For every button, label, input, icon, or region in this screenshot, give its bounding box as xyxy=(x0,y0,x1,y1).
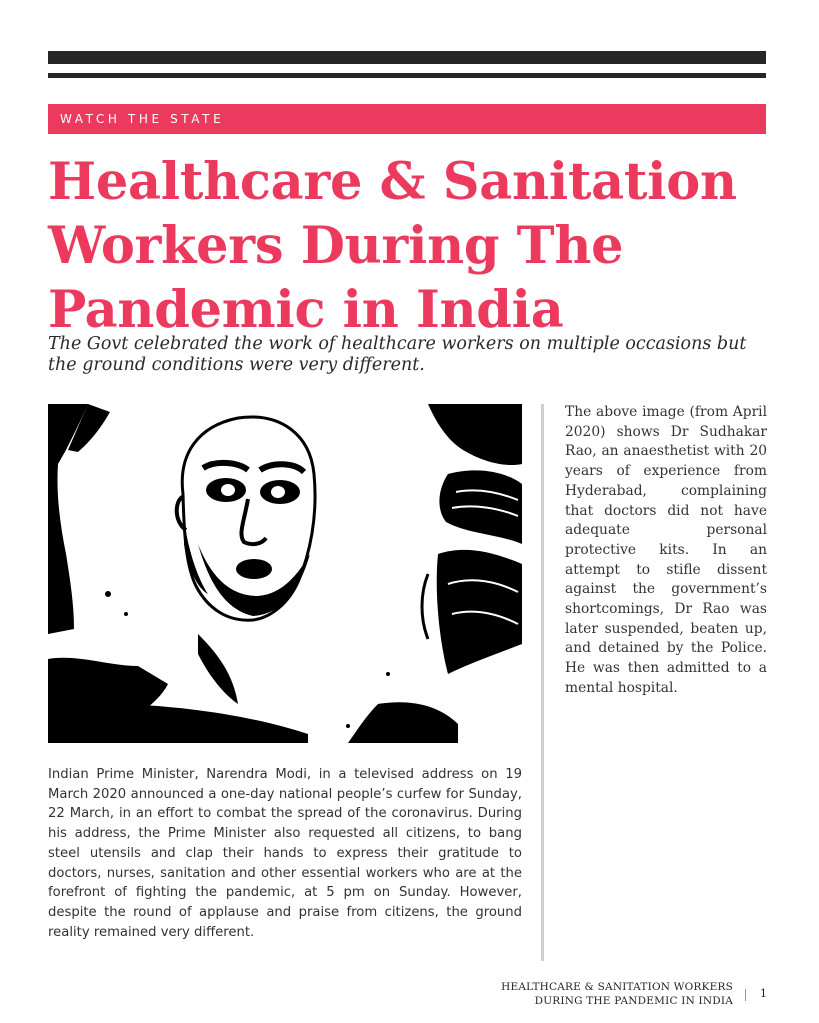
article-body: Indian Prime Minister, Narendra Modi, in a televised address on 19 March 2020 announced a one-day national people’s curfew for Sunday, 22 March, in an effort to combat the spread of the coronavirus. During his address, the Prime Minister also requested all citizens, to bang steel utensils and clap their hands to express their gratitude to doctors, nurses, sanitation and other essential workers who are at the forefront of fighting the pandemic, at 5 pm on Sunday. However, despite the round of applause and praise from citizens, the ground reality remained very different. xyxy=(48,767,522,940)
article-title: Healthcare & Sanitation Workers During The Pandemic in India xyxy=(48,152,737,340)
footer-title-line-2: DURING THE PANDEMIC IN INDIA xyxy=(534,995,733,1007)
footer-separator xyxy=(745,989,746,1001)
article-photo xyxy=(48,404,522,743)
page-number: 1 xyxy=(760,987,767,1000)
footer-title-line-1: HEALTHCARE & SANITATION WORKERS xyxy=(501,981,733,993)
photo-caption-sidebar: The above image (from April 2020) shows Dr Sudhakar Rao, an anaesthetist with 20 years of experience from Hyderabad, complaining that doctors did not have adequate personal protective kits. In an attempt to stifle dissent against the government’s shortcomings, Dr Rao was later suspended, beaten up, and detained by the Police. He was then admitted to a mental hospital. xyxy=(565,404,767,696)
section-kicker: WATCH THE STATE xyxy=(48,104,766,134)
header-rule-thin xyxy=(48,73,766,78)
running-footer-title xyxy=(433,980,733,1008)
header-rule-thick xyxy=(48,51,766,64)
column-divider xyxy=(541,404,544,961)
article-subtitle: The Govt celebrated the work of healthcare workers on multiple occasions but the ground conditions were very different. xyxy=(48,334,747,375)
